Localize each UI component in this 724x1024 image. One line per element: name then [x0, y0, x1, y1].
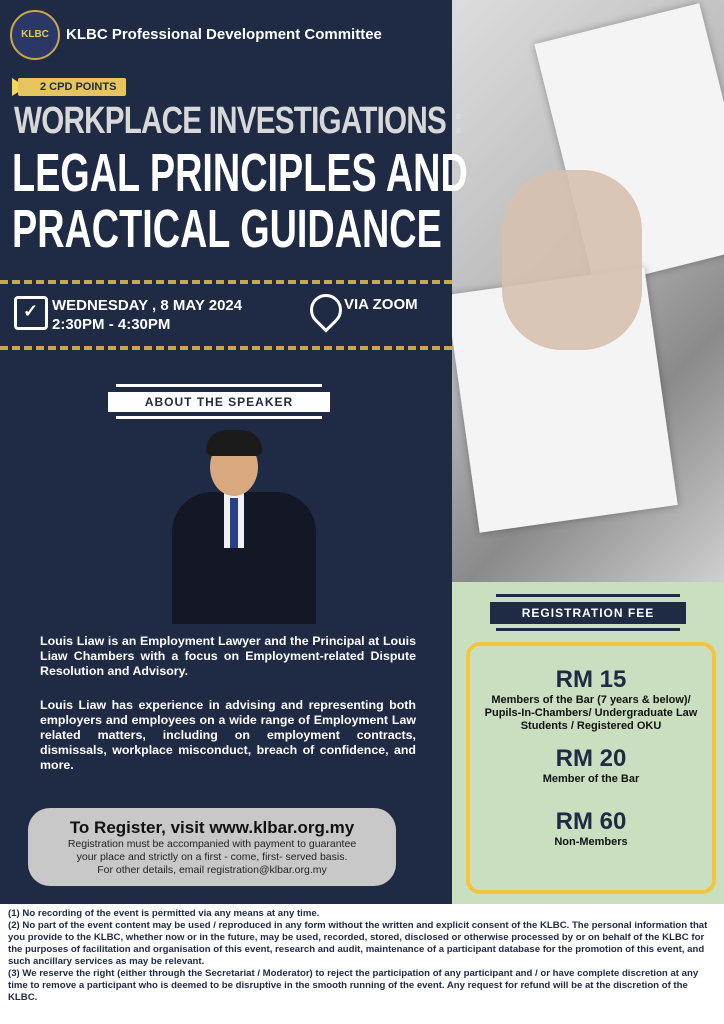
footer-notes: [8, 908, 716, 1004]
speaker-hair: [206, 430, 262, 456]
cpd-badge: 2 CPD POINTS: [18, 78, 126, 96]
event-date: WEDNESDAY , 8 MAY 2024: [52, 297, 243, 314]
speaker-tie: [230, 498, 238, 548]
registration-fee-heading: REGISTRATION FEE: [490, 602, 686, 624]
speaker-photo: [172, 428, 316, 624]
event-title-line2: LEGAL PRINCIPLES AND: [12, 143, 468, 203]
register-title[interactable]: To Register, visit www.klbar.org.my: [69, 818, 355, 837]
about-speaker-heading: ABOUT THE SPEAKER: [108, 392, 330, 412]
register-line2: your place and strictly on a first - come, first- served basis.: [76, 851, 348, 863]
footer-note-2: (2) No part of the event content may be used / reproduced in any form without the written and explicit consent of the KLBC. The personal information that you provide to the KLBC, whether now or in the future, may be used, recorded, stored, disclosed or otherwise processed by or on behalf of the KLBC for the purposes of facilitation and organisation of this event, research and audit, maintenance of a participant database for the promotion of this event, and such ancillary services as may be relevant.: [8, 920, 708, 967]
hand-shape: [502, 170, 642, 350]
speaker-bio-2: Louis Liaw has experience in advising and representing both employers and employees on a wide range of Employment Law related matters, including on employment contracts, dismissals, workplace misconduct, breach of confidence, and more.: [40, 698, 416, 772]
fee-desc-1: Members of the Bar (7 years & below)/ Pupils-In-Chambers/ Undergraduate Law Students / Registered OKU: [484, 694, 698, 732]
register-box: [28, 808, 396, 886]
logo-text: KLBC: [21, 29, 49, 40]
fee-amount-1: RM 15: [555, 666, 627, 693]
fee-amount-3: RM 60: [555, 808, 627, 835]
speaker-bio-1: Louis Liaw is an Employment Lawyer and the Principal at Louis Liaw Chambers with a focus on Employment-related Dispute Resolution and Advisory.: [40, 634, 416, 678]
divider-bottom: [0, 346, 452, 350]
event-venue: VIA ZOOM: [344, 296, 418, 313]
divider-top: [0, 280, 452, 284]
speaker-band-line-top: [116, 384, 322, 387]
footer-note-1: (1) No recording of the event is permitted via any means at any time.: [8, 908, 320, 919]
speaker-band-line-bottom: [116, 416, 322, 419]
register-line1: Registration must be accompanied with payment to guarantee: [67, 838, 357, 850]
event-title-line1: WORKPLACE INVESTIGATIONS :: [14, 100, 463, 142]
footer-note-3: (3) We reserve the right (either through the Secretariat / Moderator) to reject the participation of any participant and / or have complete discretion at any time to remove a participant who is deemed to be disruptive in the smooth running of the event. Any request for refund will be at the discretion of the KLBC.: [8, 968, 699, 1003]
calendar-icon: [14, 296, 48, 330]
fee-amount-2: RM 20: [555, 745, 627, 772]
register-line3: For other details, email registration@klbar.org.my: [97, 864, 327, 876]
speaker-suit: [172, 492, 316, 624]
klbc-logo: [10, 10, 60, 60]
hero-photo: [452, 0, 724, 582]
organization-name: KLBC Professional Development Committee: [66, 26, 382, 43]
event-time: 2:30PM - 4:30PM: [52, 316, 171, 333]
fee-box: [466, 642, 716, 894]
event-title-line3: PRACTICAL GUIDANCE: [12, 199, 442, 259]
fee-desc-2: Member of the Bar: [542, 773, 640, 785]
fee-band-line-bottom: [496, 628, 680, 631]
event-datetime: [52, 296, 242, 334]
fee-desc-3: Non-Members: [554, 836, 628, 848]
fee-band-line-top: [496, 594, 680, 597]
